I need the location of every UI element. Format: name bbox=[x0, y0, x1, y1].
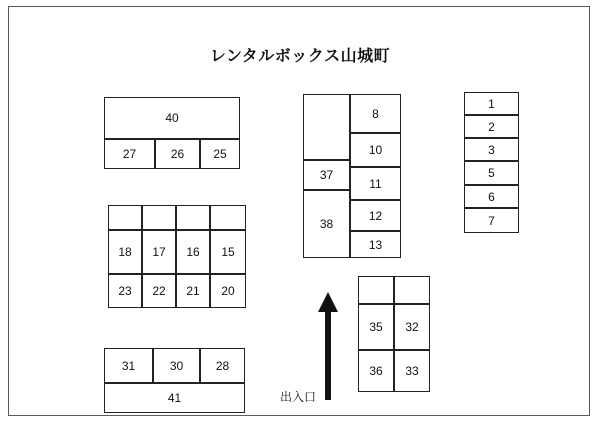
storage-unit-label: 7 bbox=[488, 213, 495, 228]
storage-unit-label: 28 bbox=[215, 358, 230, 373]
storage-unit-11[interactable] bbox=[350, 167, 401, 200]
storage-unit-label: 3 bbox=[488, 142, 495, 157]
storage-unit-label: 33 bbox=[405, 364, 419, 378]
storage-unit-41[interactable] bbox=[104, 383, 245, 413]
storage-unit-label: 11 bbox=[369, 176, 382, 191]
storage-unit-20[interactable] bbox=[210, 274, 246, 308]
storage-unit-10[interactable] bbox=[350, 133, 401, 167]
storage-unit-label: 36 bbox=[369, 364, 383, 378]
storage-unit-label: 32 bbox=[405, 320, 419, 334]
storage-unit-7[interactable] bbox=[464, 208, 519, 233]
storage-unit-8[interactable] bbox=[350, 94, 401, 133]
storage-unit-36[interactable] bbox=[358, 350, 394, 392]
storage-unit-label: 22 bbox=[152, 284, 166, 298]
storage-unit-2[interactable] bbox=[464, 115, 519, 138]
storage-unit-blank[interactable] bbox=[394, 276, 430, 304]
storage-unit-blank[interactable] bbox=[176, 205, 210, 230]
storage-unit-17[interactable] bbox=[142, 230, 176, 274]
storage-unit-25[interactable] bbox=[200, 139, 240, 169]
storage-unit-label: 23 bbox=[118, 284, 132, 298]
storage-unit-label: 18 bbox=[118, 245, 132, 259]
storage-unit-13[interactable] bbox=[350, 231, 401, 258]
storage-unit-blank[interactable] bbox=[303, 94, 350, 160]
storage-unit-3[interactable] bbox=[464, 138, 519, 161]
storage-unit-label: 41 bbox=[167, 391, 182, 405]
storage-unit-label: 1 bbox=[488, 96, 495, 111]
storage-unit-31[interactable] bbox=[104, 348, 153, 383]
storage-unit-label: 15 bbox=[221, 245, 235, 259]
storage-unit-label: 35 bbox=[369, 320, 383, 334]
storage-unit-18[interactable] bbox=[108, 230, 142, 274]
storage-unit-label: 31 bbox=[121, 358, 136, 373]
storage-unit-26[interactable] bbox=[155, 139, 200, 169]
storage-unit-40[interactable] bbox=[104, 97, 240, 139]
storage-unit-16[interactable] bbox=[176, 230, 210, 274]
storage-unit-label: 40 bbox=[165, 111, 179, 125]
storage-unit-22[interactable] bbox=[142, 274, 176, 308]
storage-unit-21[interactable] bbox=[176, 274, 210, 308]
storage-unit-12[interactable] bbox=[350, 200, 401, 231]
storage-unit-label: 6 bbox=[488, 189, 495, 204]
storage-unit-label: 38 bbox=[319, 217, 334, 231]
storage-unit-30[interactable] bbox=[153, 348, 200, 383]
storage-unit-1[interactable] bbox=[464, 92, 519, 115]
storage-unit-label: 5 bbox=[488, 166, 495, 180]
storage-unit-33[interactable] bbox=[394, 350, 430, 392]
entrance-label: 出入口 bbox=[280, 390, 317, 404]
storage-unit-23[interactable] bbox=[108, 274, 142, 308]
storage-unit-label: 12 bbox=[368, 208, 383, 223]
storage-unit-label: 25 bbox=[213, 147, 227, 161]
storage-unit-label: 30 bbox=[169, 358, 184, 373]
storage-unit-27[interactable] bbox=[104, 139, 155, 169]
storage-unit-label: 17 bbox=[152, 245, 166, 259]
storage-unit-label: 27 bbox=[122, 147, 137, 161]
storage-unit-15[interactable] bbox=[210, 230, 246, 274]
storage-unit-blank[interactable] bbox=[210, 205, 246, 230]
storage-unit-6[interactable] bbox=[464, 185, 519, 208]
storage-unit-label: 8 bbox=[372, 106, 379, 121]
storage-unit-blank[interactable] bbox=[358, 276, 394, 304]
storage-unit-5[interactable] bbox=[464, 161, 519, 185]
storage-unit-label: 10 bbox=[368, 143, 383, 157]
page-title: レンタルボックス山城町 bbox=[209, 48, 391, 65]
storage-unit-blank[interactable] bbox=[142, 205, 176, 230]
storage-unit-32[interactable] bbox=[394, 304, 430, 350]
storage-unit-blank[interactable] bbox=[108, 205, 142, 230]
storage-unit-label: 2 bbox=[488, 119, 495, 134]
storage-unit-label: 20 bbox=[221, 284, 235, 298]
storage-unit-28[interactable] bbox=[200, 348, 245, 383]
storage-unit-label: 26 bbox=[170, 147, 185, 161]
storage-unit-label: 21 bbox=[186, 284, 200, 298]
storage-unit-38[interactable] bbox=[303, 190, 350, 258]
storage-unit-37[interactable] bbox=[303, 160, 350, 190]
storage-unit-label: 37 bbox=[319, 168, 334, 182]
entrance-arrow-icon bbox=[318, 292, 338, 400]
storage-unit-label: 16 bbox=[186, 245, 200, 259]
storage-unit-label: 13 bbox=[368, 237, 383, 252]
storage-unit-35[interactable] bbox=[358, 304, 394, 350]
